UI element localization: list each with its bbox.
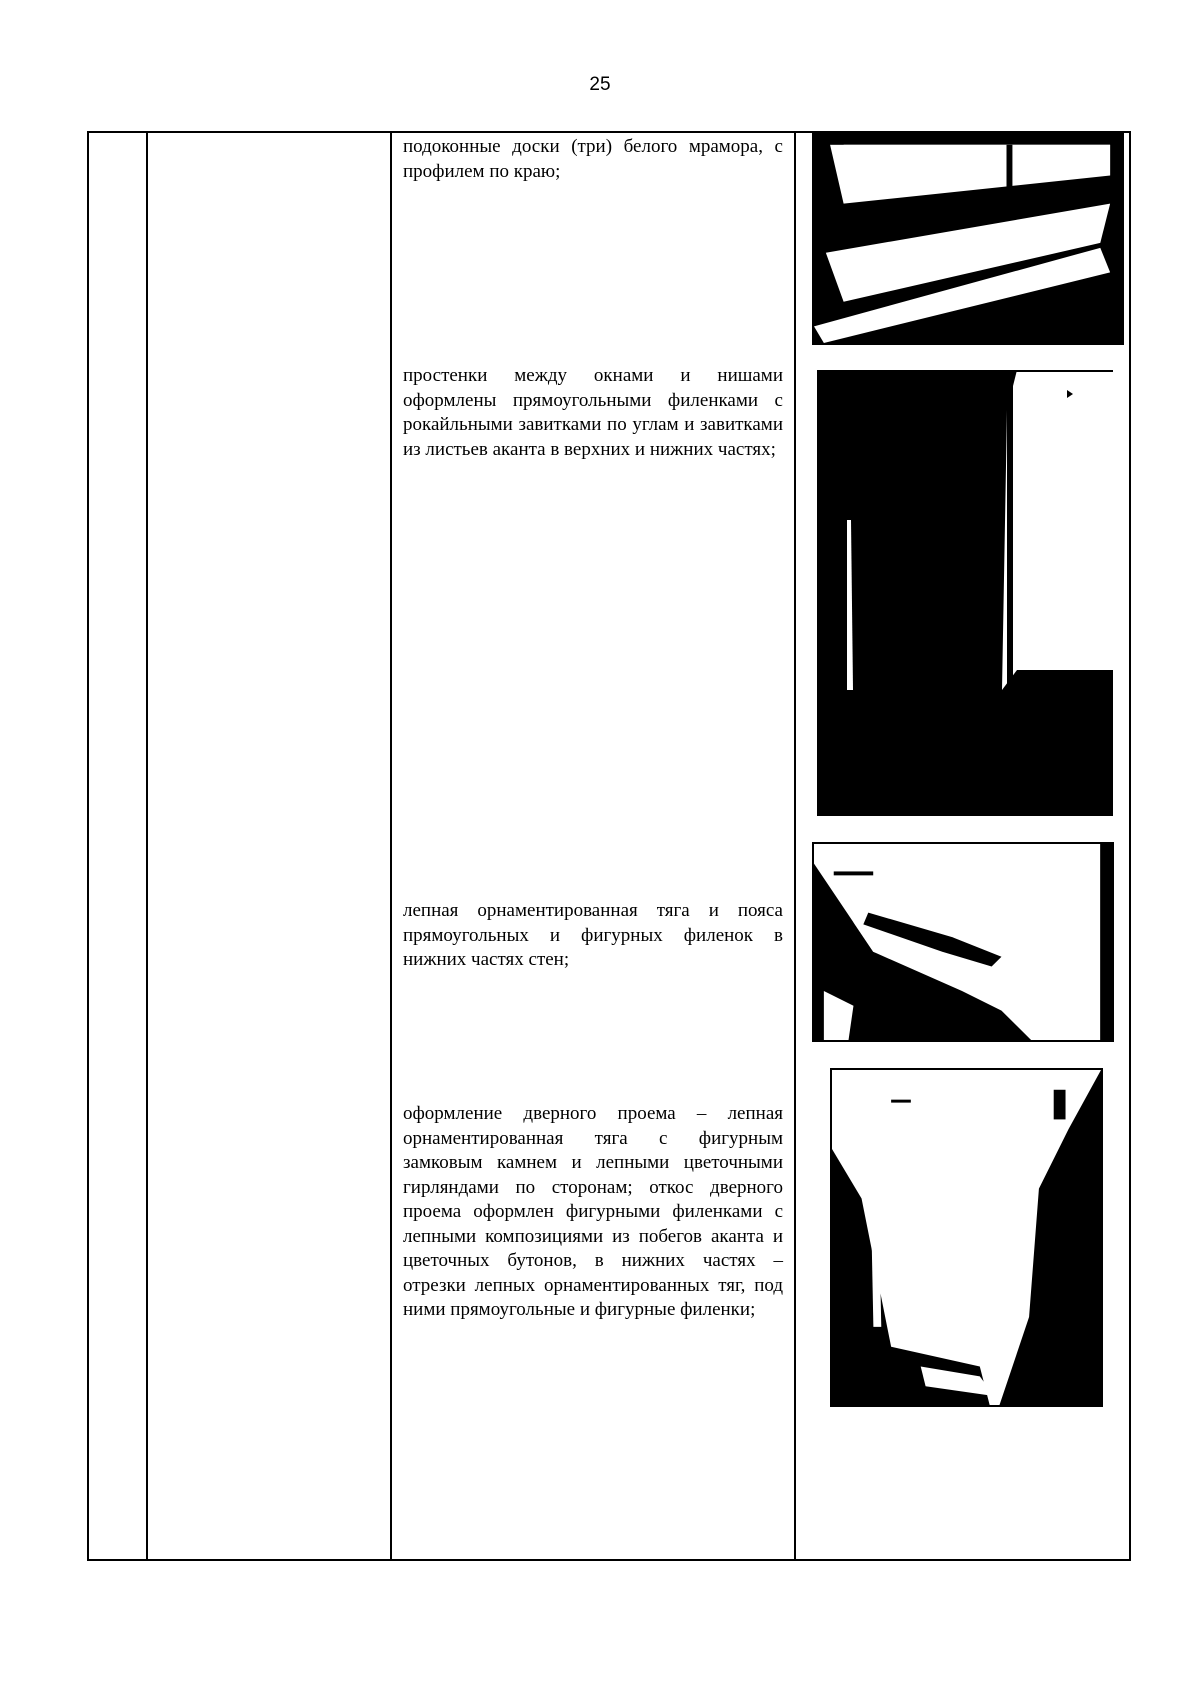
entry-text-windowsill: подоконные доски (три) белого мрамора, с профилем по краю;	[403, 136, 783, 182]
entry-text-wall-piers: простенки между окнами и нишами оформлены прямоугольными филенками с рокайльными завитками по углам и завитками из листьев аканта в верхних и нижних частях;	[403, 365, 783, 460]
page-number: 25	[589, 74, 611, 95]
column-divider-1	[146, 133, 148, 1559]
entry-text-doorway: оформление дверного проема – лепная орнаментированная тяга с фигурным замковым камнем и лепными цветочными гирляндами по сторонам; откос дверного проема оформлен фигурными филенками с лепными композициями из побегов аканта и цветочных бутонов, в нижних частях – отрезки лепных орнаментированных тяг, под ними прямоугольные и фигурные филенки;	[403, 1103, 783, 1320]
document-table	[87, 131, 1131, 1561]
doorway-photo	[830, 1068, 1103, 1407]
column-divider-3	[794, 133, 796, 1559]
column-divider-2	[390, 133, 392, 1559]
windowsill-photo	[812, 133, 1124, 345]
entry-text-molding: лепная орнаментированная тяга и пояса прямоугольных и фигурных филенок в нижних частях стен;	[403, 900, 783, 970]
wall-pier-photo	[817, 370, 1113, 816]
molding-photo	[812, 842, 1114, 1042]
